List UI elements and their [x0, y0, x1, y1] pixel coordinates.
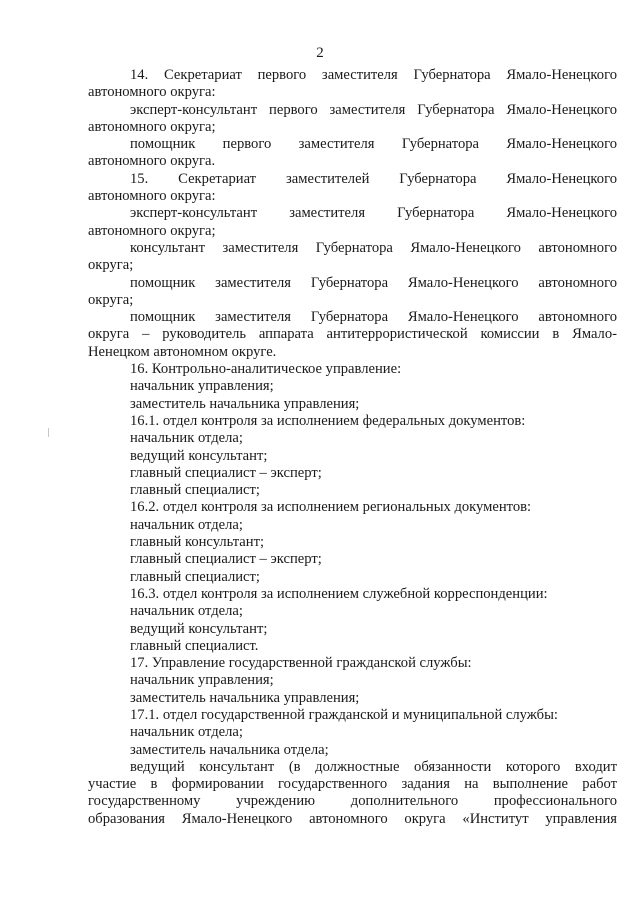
- document-line: 17.1. отдел государственной гражданской и муниципальной службы:: [130, 706, 558, 723]
- document-line: эксперт-консультант первого заместителя Губернатора Ямало-Ненецкого: [130, 101, 617, 118]
- document-line: автономного округа;: [88, 118, 216, 135]
- document-line: Ненецком автономном округе.: [88, 343, 277, 360]
- document-line: округа – руководитель аппарата антитеррористической комиссии в Ямало-: [88, 326, 617, 343]
- document-line: автономного округа;: [88, 222, 216, 239]
- scan-artifact: [48, 428, 49, 437]
- document-line: главный консультант;: [130, 534, 265, 551]
- document-line: участие в формировании государственного задания на выполнение работ: [88, 776, 617, 793]
- document-line: главный специалист – эксперт;: [130, 551, 322, 568]
- document-line: заместитель начальника управления;: [130, 395, 360, 412]
- page-number: 2: [316, 45, 324, 61]
- document-line: заместитель начальника управления;: [130, 689, 360, 706]
- document-line: консультант заместителя Губернатора Ямало-Ненецкого автономного: [130, 239, 617, 256]
- document-line: 14. Секретариат первого заместителя Губернатора Ямало-Ненецкого: [130, 67, 617, 83]
- document-line: ведущий консультант;: [130, 620, 268, 637]
- document-line: округа;: [88, 257, 134, 274]
- document-line: начальник отдела;: [130, 430, 243, 447]
- document-line: округа;: [88, 291, 134, 308]
- document-line: 16. Контрольно-аналитическое управление:: [130, 361, 402, 378]
- document-line: государственному учреждению дополнительного профессионального: [88, 793, 617, 810]
- document-line: помощник первого заместителя Губернатора Ямало-Ненецкого: [130, 136, 617, 153]
- document-line: эксперт-консультант заместителя Губернатора Ямало-Ненецкого: [130, 205, 617, 222]
- document-line: начальник отдела;: [130, 603, 243, 620]
- document-line: главный специалист.: [130, 637, 259, 654]
- document-line: 15. Секретариат заместителей Губернатора Ямало-Ненецкого: [130, 170, 617, 187]
- document-line: главный специалист;: [130, 568, 260, 585]
- document-body: [88, 67, 617, 828]
- document-line: начальник управления;: [130, 672, 274, 689]
- document-line: начальник управления;: [130, 378, 274, 395]
- document-line: 17. Управление государственной гражданской службы:: [130, 655, 472, 672]
- document-line: ведущий консультант (в должностные обязанности которого входит: [130, 758, 617, 775]
- document-line: образования Ямало-Ненецкого автономного округа «Институт управления: [88, 810, 617, 827]
- document-line: начальник отдела;: [130, 724, 243, 741]
- document-line: автономного округа:: [88, 188, 216, 205]
- document-line: 16.3. отдел контроля за исполнением служебной корреспонденции:: [130, 585, 548, 602]
- document-line: главный специалист – эксперт;: [130, 464, 322, 481]
- document-line: автономного округа:: [88, 84, 216, 101]
- document-line: ведущий консультант;: [130, 447, 268, 464]
- document-line: автономного округа.: [88, 153, 216, 170]
- document-line: 16.1. отдел контроля за исполнением федеральных документов:: [130, 412, 526, 429]
- document-line: начальник отдела;: [130, 516, 243, 533]
- document-line: главный специалист;: [130, 482, 260, 499]
- document-line: 16.2. отдел контроля за исполнением региональных документов:: [130, 499, 532, 516]
- document-line: заместитель начальника отдела;: [130, 741, 329, 758]
- document-line: помощник заместителя Губернатора Ямало-Ненецкого автономного: [130, 274, 617, 291]
- document-line: помощник заместителя Губернатора Ямало-Ненецкого автономного: [130, 309, 617, 326]
